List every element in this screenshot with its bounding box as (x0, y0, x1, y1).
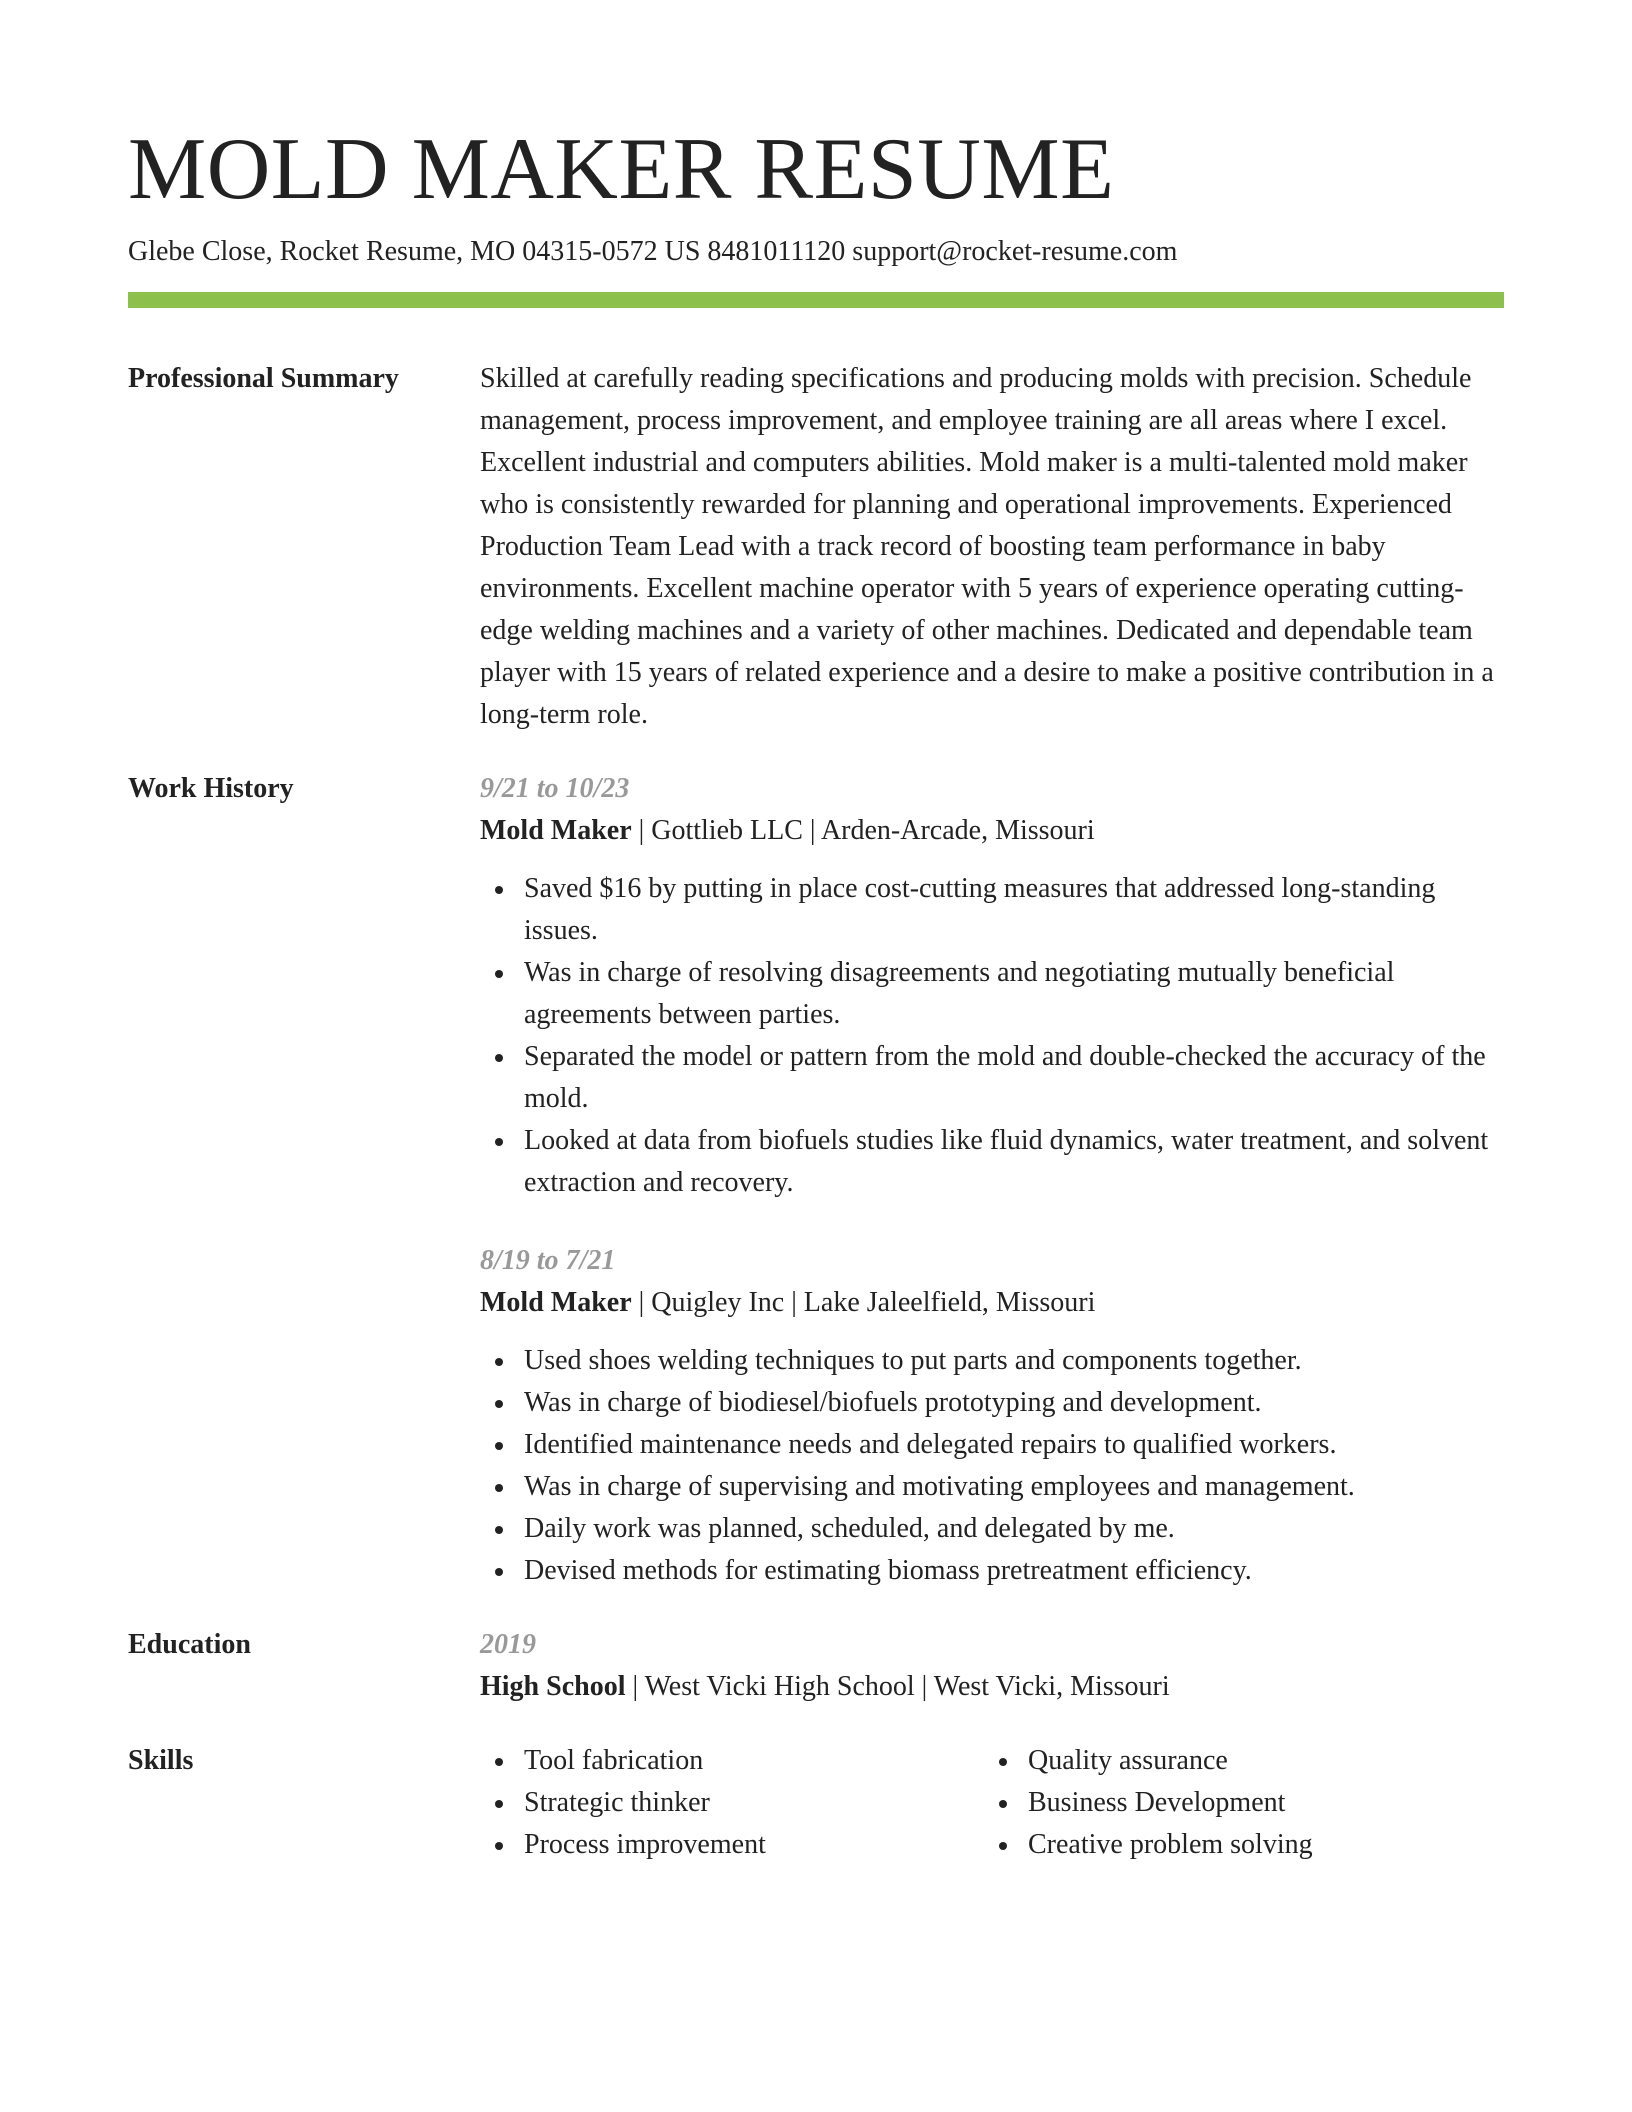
resume-title: MOLD MAKER RESUME (128, 121, 1115, 218)
job-title-line (480, 1282, 1504, 1324)
list-item: Saved $16 by putting in place cost-cutting measures that addressed long-standing issues. (524, 868, 1504, 952)
education-section (128, 1624, 1504, 1708)
accent-divider (128, 292, 1504, 308)
list-item: Quality assurance (1028, 1740, 1504, 1782)
education-year: 2019 (480, 1629, 536, 1660)
job-dates: 8/19 to 7/21 (480, 1245, 616, 1276)
list-item: Was in charge of supervising and motivating employees and management. (524, 1466, 1504, 1508)
job-details: | Gottlieb LLC | Arden-Arcade, Missouri (631, 815, 1095, 846)
skills-column-left (480, 1740, 984, 1866)
job-bullets (480, 1340, 1504, 1592)
education-line (480, 1666, 1504, 1708)
list-item: Business Development (1028, 1782, 1504, 1824)
job-title-line (480, 810, 1504, 852)
education-details: | West Vicki High School | West Vicki, Missouri (625, 1671, 1170, 1702)
job-bullets (480, 868, 1504, 1204)
work-history-body (480, 768, 1504, 1592)
skills-column-right (984, 1740, 1504, 1866)
list-item: Used shoes welding techniques to put parts and components together. (524, 1340, 1504, 1382)
list-item: Was in charge of biodiesel/biofuels prototyping and development. (524, 1382, 1504, 1424)
list-item: Devised methods for estimating biomass pretreatment efficiency. (524, 1550, 1504, 1592)
list-item: Was in charge of resolving disagreements and negotiating mutually beneficial agreements between parties. (524, 952, 1504, 1036)
job-entry (480, 1240, 1504, 1592)
job-details: | Quigley Inc | Lake Jaleelfield, Missouri (631, 1287, 1096, 1318)
job-dates: 9/21 to 10/23 (480, 773, 630, 804)
work-history-section (128, 768, 1504, 1592)
list-item: Strategic thinker (524, 1782, 984, 1824)
list-item: Process improvement (524, 1824, 984, 1866)
job-entry (480, 768, 1504, 1204)
list-item: Creative problem solving (1028, 1824, 1504, 1866)
list-item: Tool fabrication (524, 1740, 984, 1782)
section-label-work-history: Work History (128, 773, 294, 804)
skills-section (128, 1740, 1504, 1866)
section-label-education: Education (128, 1629, 251, 1660)
list-item: Identified maintenance needs and delegated repairs to qualified workers. (524, 1424, 1504, 1466)
job-role: Mold Maker (480, 1287, 632, 1318)
resume-page (128, 120, 1504, 1866)
summary-text: Skilled at carefully reading specifications and producing molds with precision. Schedule management, process improvement, and employee training are all areas where I excel. Excellent industrial and computers abilities. Mold maker is a multi-talented mold maker who is consistently rewarded for planning and operational improvements. Experienced Production Team Lead with a track record of boosting team performance in baby environments. Excellent machine operator with 5 years of experience operating cutting-edge welding machines and a variety of other machines. Dedicated and dependable team player with 15 years of related experience and a desire to make a positive contribution in a long-term role. (480, 363, 1494, 730)
job-role: Mold Maker (480, 815, 632, 846)
education-body (480, 1624, 1504, 1708)
contact-line: Glebe Close, Rocket Resume, MO 04315-0572 US 8481011120 support@rocket-resume.com (128, 236, 1178, 267)
list-item: Looked at data from biofuels studies like fluid dynamics, water treatment, and solvent extraction and recovery. (524, 1120, 1504, 1204)
education-degree: High School (480, 1671, 626, 1702)
section-label-skills: Skills (128, 1745, 194, 1776)
list-item: Separated the model or pattern from the mold and double-checked the accuracy of the mold. (524, 1036, 1504, 1120)
skills-grid (480, 1740, 1504, 1866)
list-item: Daily work was planned, scheduled, and delegated by me. (524, 1508, 1504, 1550)
section-label-summary: Professional Summary (128, 363, 399, 394)
summary-section (128, 358, 1504, 736)
